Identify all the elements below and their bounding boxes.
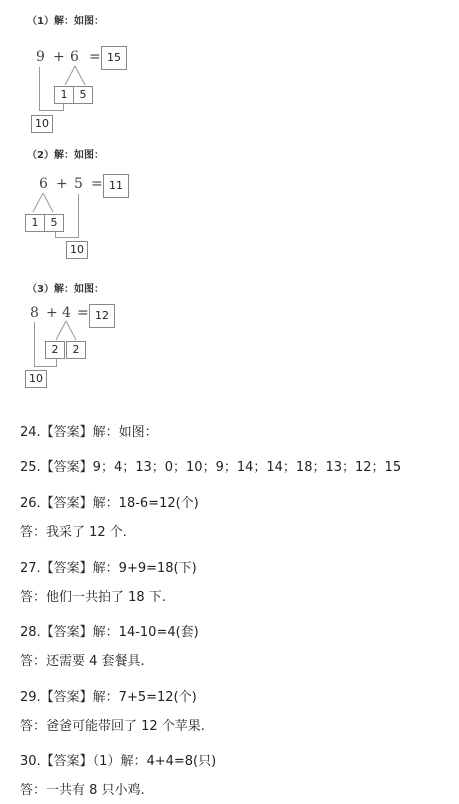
part-label: （3）解：如图： — [27, 284, 104, 295]
addend-b: 5 — [74, 176, 83, 192]
answer-line: 26.【答案】解：18-6=12(个) — [20, 496, 199, 511]
answer-line: 24.【答案】解：如图： — [20, 425, 158, 440]
connector-line — [34, 322, 35, 366]
part-label: （1）解：如图： — [27, 16, 104, 27]
connector-line — [39, 110, 64, 111]
connector-line — [63, 104, 64, 111]
answer-line: 答：爸爸可能带回了 12 个苹果. — [20, 719, 205, 734]
split-box-1: 1 — [25, 214, 45, 232]
addend-b: 4 — [62, 305, 71, 321]
connector-line — [55, 237, 79, 238]
split-box-2: 2 — [66, 341, 86, 359]
answer-line: 答：还需要 4 套餐具. — [20, 654, 145, 669]
ten-box: 10 — [66, 241, 88, 259]
answer-line: 答：我采了 12 个. — [20, 525, 127, 540]
connector-line — [55, 232, 56, 238]
ten-box: 10 — [31, 115, 53, 133]
equals-sign: = — [77, 305, 89, 321]
equals-sign: = — [89, 49, 101, 65]
split-box-2: 5 — [73, 86, 93, 104]
split-box-1: 1 — [54, 86, 74, 104]
answer-line: 27.【答案】解：9+9=18(下) — [20, 561, 197, 576]
split-box-2: 5 — [44, 214, 64, 232]
answer-line: 25.【答案】9；4；13；0；10；9；14；14；18；13；12；15 — [20, 460, 402, 475]
plus-sign: + — [46, 305, 58, 321]
answer-line: 28.【答案】解：14-10=4(套) — [20, 625, 199, 640]
connector-line — [34, 366, 57, 367]
result-box: 12 — [89, 304, 115, 328]
split-branch — [51, 320, 81, 342]
equals-sign: = — [91, 176, 103, 192]
answer-line: 答：他们一共拍了 18 下. — [20, 590, 166, 605]
connector-line — [56, 359, 57, 367]
addend-a: 9 — [36, 49, 45, 65]
answer-line: 答：一共有 8 只小鸡. — [20, 783, 145, 798]
result-box: 11 — [103, 174, 129, 198]
answer-line: 30.【答案】（1）解：4+4=8(只) — [20, 754, 217, 769]
split-branch — [60, 65, 90, 87]
connector-line — [39, 67, 40, 110]
part-label: （2）解：如图： — [27, 150, 104, 161]
ten-box: 10 — [25, 370, 47, 388]
addend-a: 6 — [39, 176, 48, 192]
answer-line: 29.【答案】解：7+5=12(个) — [20, 690, 197, 705]
plus-sign: + — [56, 176, 68, 192]
split-branch — [28, 192, 58, 214]
connector-line — [78, 194, 79, 237]
plus-sign: + — [53, 49, 65, 65]
result-box: 15 — [101, 46, 127, 70]
split-box-1: 2 — [45, 341, 65, 359]
addend-a: 8 — [30, 305, 39, 321]
addend-b: 6 — [70, 49, 79, 65]
